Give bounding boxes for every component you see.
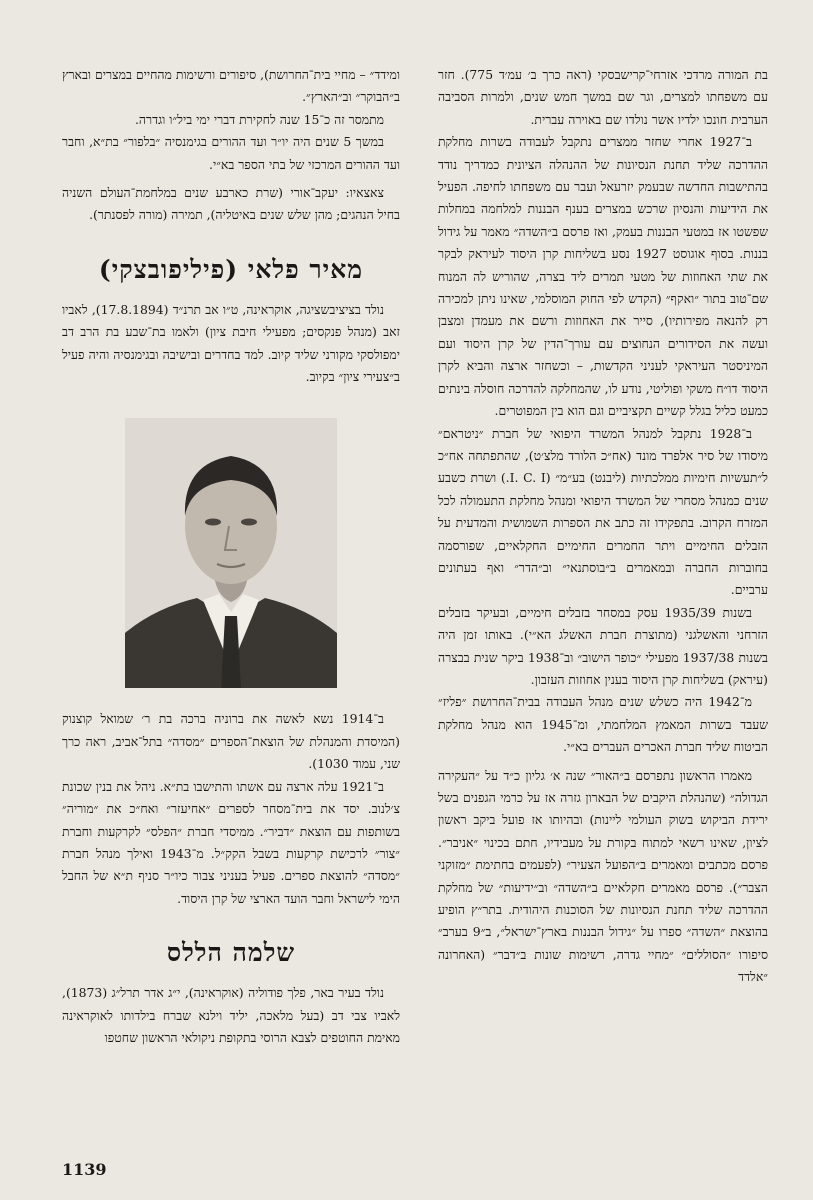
paragraph: מ־1942 היה כשלש שנים מנהל העבודה בבית־החרושת ״פליז״ שעבד בשרות המאמץ המלחמתי, ומ־1945 הוא מנהל מחלקת הביטוח שליד חברת האכרים העברים בא״י.	[438, 694, 768, 755]
page-number: 1139	[62, 1160, 107, 1179]
right-column	[438, 64, 768, 989]
entry-heading: מאיר פלאי (פיליפובצקי)	[98, 254, 364, 284]
paragraph: נולד בציציבשציגה, אוקראינה, ט״ו אב תרנ״ד (17.8.1894), לאביו זאב (מנהל פנקסים; מפעילי חיבת ציון) ולאמו בת־שבע בת הרב דב ימפולסקי מקורני שליד קיוב. למד בחדרים ובישיבה ובגימנסיה והיה פעיל ב״צעירי ציון״ בקיוב.	[62, 301, 400, 385]
paragraph: מתמסר זה כ־15 שנה לחקירת דברי ימי ביל״ו וגדרה.	[134, 111, 384, 127]
paragraph: בת המורה מרדכי אזרחי־קרישבסקי (ראה כרך ב׳ עמ׳ד 775). חזר עם משפחתו למצרים, וגר שם במשך חמש שנים, ולמרות הסביבה הערבית חונכו ילדיו אשר נולדו שם באוירה עברית.	[438, 67, 768, 127]
paragraph: ומידד״ – מחיי בית־החרושת), סיפורים ורשימות מהחיים במצרים ובארץ ב״הבוקר״ וב״הארץ״.	[61, 67, 400, 105]
paragraph: מאמרו הראשון נתפרסם ב״האור״ שנה א׳ גליון כ״ד על ״העקירה הגדולה״ (שהנהלת היקבים של הבארון גזרה אז על כרמי הגפנים בשל ירידת הביקוש בשוק העולמי ליינות) ובהיותו אז פועל ביקב ראשון לציון, שאינו רשאי למתוח בקורת על מעבידיו, חתם בכינוי ״אניבר״. פרסם מכתבים ומאמרים ב״הפועל הצעיר״ (לפעמים בחתימת ״מזוקני הצבר״). פרסם מאמרים חקלאיים ב״השדה״ וב״ידיעות״ של מחלקת ההדרכה שליד תחנת הנסיונות של הסוכנות היהודית. בתר״ץ הופיע בהוצאת ״השדה״ ספרו על ״גידול הבננות בארץ־ישראל״, ב״9 בערב״ סיפורו ״הסוללים״ ״מחיי גדרה, רשימות שונות ב״דבר״ (האחרונה ״אלדד	[438, 767, 768, 985]
left-column	[62, 64, 400, 1049]
portrait-figure	[125, 418, 337, 688]
paragraph: ב־1921 עלה ארצה עם אשתו והתישבו בת״א. ניהל את בנין שכונת צ׳לנוב. יסד את בית־מסחר לספרים ״אחיעזר״ ואח״כ את ״מוריה״ בשותפות עם הוצאת ״דביר״. ממיסדי חברת ״הפלס״ לקרקעות וחברת ״צור״ לרכישת קרקעות בשבל הקק״ל. מ־1943 ואילך מנהל חברת ״מסדה״ להוצאת ספרים. פעיל בעניני צבור כיו״ר סניף ת״א של החבל הימי לישראל וחבר הועד הארצי של קרן היסוד.	[62, 778, 400, 906]
paragraph: נולד בעיר באר, פלך פודוליה (אוקראינה), י״ג אדר תרל״ג (1873), לאביו צבי דב (בעל מלאכה, יליד וילנא שברח בילדותו לאוקראינה מאימת החוטפים לצבא הרוסי בתקופת ניקולאי הראשון שחטפו	[62, 985, 400, 1045]
paragraph: בשנות 1935/39 עסק במסחר בזבלים חימיים, ובעיקר בזבלים הזרחני והאשלגני (מתוצרת חברת האשלג הא״י). באותו זמן היה בשנות 1937/38 מפעילי ״כופר הישוב״ וב־1938 ביקר שנית בבצרה (עיראק) בשליחות קרן היסוד בענין אחוזות העזבון.	[438, 604, 768, 687]
paragraph: ב־1914 נשא לאשה את ברוניה ברכה בת ר׳ שמואל קוצנוק (המיסדת והמנהלת של הוצאת־הספרים ״מסדה״ בתל־אביב, ראה כרך שני, עמוד 1030).	[62, 711, 400, 772]
entry-heading: שלמה הללס	[166, 938, 296, 968]
paragraph: במשך 5 שנים היה יו״ר ועד ההורים בגימנסיה ״בלפור״ בת״א, וחבר ועד ההורים המרכזי של בתי הספר בא״י.	[62, 134, 400, 172]
paragraph: ב־1928 נתקבל למנהל המשרד היפואי של חברת ״ניטראם״ מיסודו של סיר אלפרד מונד (אח״כ הלורד מלצ׳ט), שהתפתחה אח״כ ל״תעשיות חימיות ממלכתיות (ליבנט) בע״מ״ (I. C. I.) ושרת כשבע שנים כמנהל מסחרי של המשרד היפואי ומנהל מחלקת התעמולה לכל המזרח הקרוב. בתפקידו זה כתב את הספרות השמושית והמדעית על הזבלים החימיים ויתר החמרים החימיים החקלאיים, שפורסמה בחוברות החברה ובמאמרים ב״בוסתנאי״ וב״הדר״ ואף בעתונים ערביים.	[438, 425, 768, 598]
paragraph: צאצאיו: יעקב־אורי (שרת כארבע שנים במלחמת־העולם השניה בחיל הנהגים; מהן שלש שנים באיטליה), תמירה (מורה לפסנתר).	[62, 185, 400, 223]
paragraph: ב־1927 אחרי שחזר ממצרים נתקבל לעבודה בשרות מחלקת ההדרכה שליד תחנת הנסיונות של ההנהלה הציונית כמדריך נודד בהתישבות החדשה שבעמק יזרעאל ועבר עם משפחתו לחיפה. הפעיל את הידיעות והנסיון שרכש במצרים בענף הבננות למלחמה במחלות שפשטו אז במטעי הבננות בעמק, ואז פרסם ב״השדה״ מאמר על גידול בננות. בסוף אוגוסט 1927 נסע בשליחות קרן היסוד לעיראק לבקר את שתי האחוזות של מטעי תמרים ליד בצרה, שהוריש לה המנוח שם־טוב בתור ״ואקף״ (הקדש לפי החוק המוסלמי, שאינו ניתן למכירה רק להנאה מפירותיו), סייר את האחוזות ורשם את מעמדן ומצבן ועשה את הסידורים הנחוצים עם עורך־הדין של קרן היסוד ועם המיניסטר העיראקי לעניני הקדשות, – וכשחזר ארצה והביא לקרן היסוד דו״ח משקי ופוליטי, נודע לו, שהמחלקה להדרכה חוסלה בינתים כמעט כליל בגלל קשיים תקציביים וגם הוא בין המפוטרים.	[438, 134, 768, 419]
portrait-photo	[125, 418, 337, 688]
